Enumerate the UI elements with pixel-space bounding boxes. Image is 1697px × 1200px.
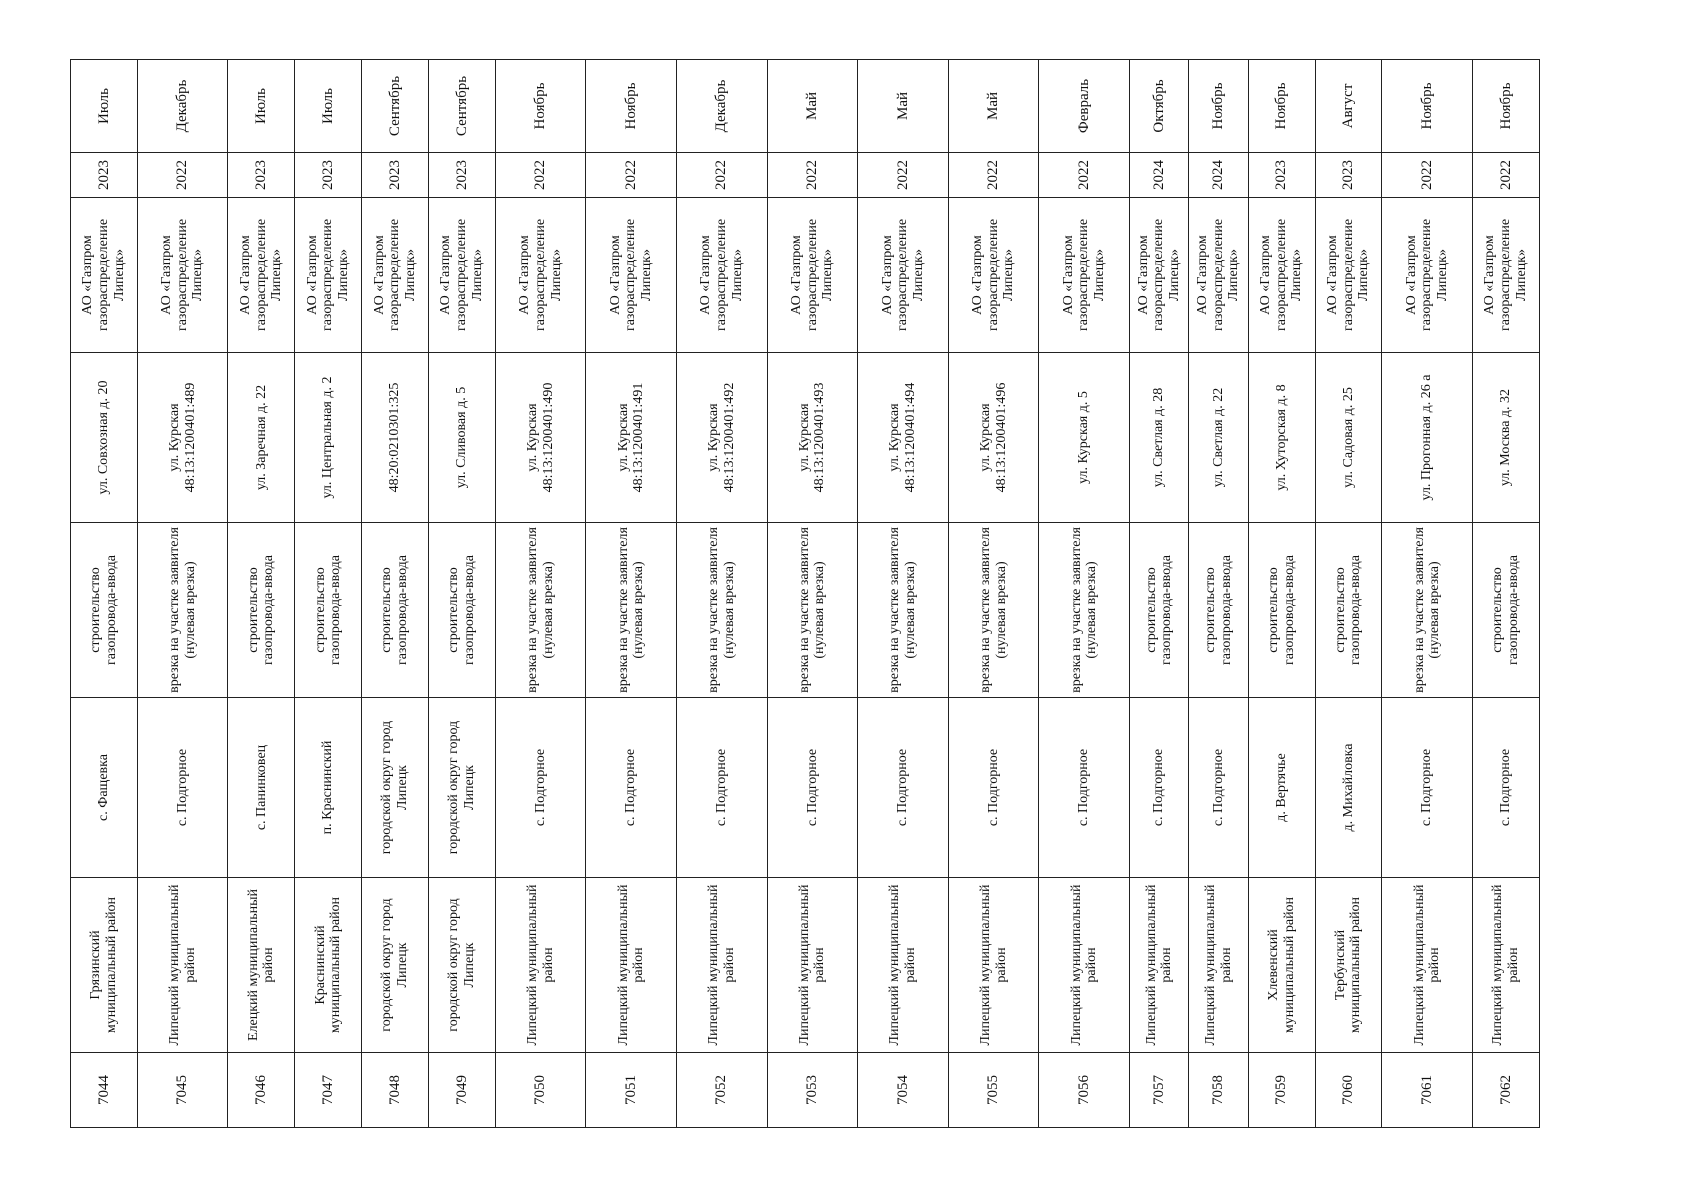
year-cell: 2024 [1189, 153, 1248, 198]
year-cell: 2022 [677, 153, 768, 198]
organization-cell: АО «Газпром газораспределение Липецк» [137, 198, 228, 353]
month-cell: Ноябрь [1248, 60, 1315, 153]
work-type-cell: строительство газопровода-ввода [1472, 523, 1539, 698]
district-cell: Липецкий муниципальный район [1039, 878, 1130, 1053]
address-cell: 48:20:0210301:325 [362, 353, 429, 523]
address-cell: ул. Центральная д. 2 [295, 353, 362, 523]
row-number: 7061 [1382, 1053, 1473, 1128]
table-row [1189, 60, 1248, 1128]
row-number: 7046 [228, 1053, 295, 1128]
work-type-cell: врезка на участке заявителя (нулевая врезка) [1382, 523, 1473, 698]
organization-cell: АО «Газпром газораспределение Липецк» [1315, 198, 1382, 353]
row-number: 7053 [767, 1053, 858, 1128]
settlement-cell: д. Вертячье [1248, 698, 1315, 878]
month-cell: Октябрь [1130, 60, 1189, 153]
settlement-cell: городской округ город Липецк [362, 698, 429, 878]
registry-table-rotated [70, 60, 1540, 1128]
address-cell: ул. Курская 48:13:1200401:496 [948, 353, 1039, 523]
organization-cell: АО «Газпром газораспределение Липецк» [429, 198, 496, 353]
month-cell: Ноябрь [1472, 60, 1539, 153]
table-row [767, 60, 858, 1128]
organization-cell: АО «Газпром газораспределение Липецк» [948, 198, 1039, 353]
row-number: 7047 [295, 1053, 362, 1128]
table-row [1382, 60, 1473, 1128]
month-cell: Сентябрь [362, 60, 429, 153]
settlement-cell: с. Подгорное [1472, 698, 1539, 878]
district-cell: Липецкий муниципальный район [1382, 878, 1473, 1053]
settlement-cell: с. Подгорное [677, 698, 768, 878]
address-cell: ул. Хуторская д. 8 [1248, 353, 1315, 523]
work-type-cell: строительство газопровода-ввода [1315, 523, 1382, 698]
work-type-cell: врезка на участке заявителя (нулевая врезка) [858, 523, 949, 698]
row-number: 7049 [429, 1053, 496, 1128]
district-cell: Липецкий муниципальный район [767, 878, 858, 1053]
address-cell: ул. Садовая д. 25 [1315, 353, 1382, 523]
row-number: 7056 [1039, 1053, 1130, 1128]
district-cell: городской округ город Липецк [429, 878, 496, 1053]
settlement-cell: д. Михайловка [1315, 698, 1382, 878]
row-number: 7062 [1472, 1053, 1539, 1128]
address-cell: ул. Светлая д. 22 [1189, 353, 1248, 523]
work-type-cell: строительство газопровода-ввода [1248, 523, 1315, 698]
table-row [586, 60, 677, 1128]
month-cell: Ноябрь [1382, 60, 1473, 153]
year-cell: 2022 [586, 153, 677, 198]
work-type-cell: врезка на участке заявителя (нулевая врезка) [767, 523, 858, 698]
row-number: 7058 [1189, 1053, 1248, 1128]
district-cell: Краснинский муниципальный район [295, 878, 362, 1053]
year-cell: 2022 [137, 153, 228, 198]
address-cell: ул. Курская 48:13:1200401:490 [495, 353, 586, 523]
settlement-cell: с. Подгорное [1189, 698, 1248, 878]
district-cell: Липецкий муниципальный район [948, 878, 1039, 1053]
registry-table [70, 59, 1540, 1128]
district-cell: Липецкий муниципальный район [495, 878, 586, 1053]
table-row [429, 60, 496, 1128]
work-type-cell: врезка на участке заявителя (нулевая врезка) [495, 523, 586, 698]
settlement-cell: с. Подгорное [1130, 698, 1189, 878]
month-cell: Ноябрь [586, 60, 677, 153]
year-cell: 2022 [948, 153, 1039, 198]
address-cell: ул. Курская 48:13:1200401:491 [586, 353, 677, 523]
month-cell: Июль [228, 60, 295, 153]
month-cell: Ноябрь [1189, 60, 1248, 153]
table-row [362, 60, 429, 1128]
month-cell: Август [1315, 60, 1382, 153]
month-cell: Февраль [1039, 60, 1130, 153]
registry-table-body [71, 60, 1540, 1128]
year-cell: 2022 [1472, 153, 1539, 198]
address-cell: ул. Курская 48:13:1200401:492 [677, 353, 768, 523]
settlement-cell: с. Подгорное [586, 698, 677, 878]
month-cell: Июль [71, 60, 138, 153]
district-cell: Липецкий муниципальный район [586, 878, 677, 1053]
work-type-cell: врезка на участке заявителя (нулевая врезка) [586, 523, 677, 698]
settlement-cell: с. Подгорное [1382, 698, 1473, 878]
settlement-cell: городской округ город Липецк [429, 698, 496, 878]
table-row [1130, 60, 1189, 1128]
organization-cell: АО «Газпром газораспределение Липецк» [1382, 198, 1473, 353]
organization-cell: АО «Газпром газораспределение Липецк» [767, 198, 858, 353]
settlement-cell: с. Панинковец [228, 698, 295, 878]
address-cell: ул. Прогонная д. 26 а [1382, 353, 1473, 523]
year-cell: 2023 [228, 153, 295, 198]
row-number: 7045 [137, 1053, 228, 1128]
month-cell: Декабрь [137, 60, 228, 153]
organization-cell: АО «Газпром газораспределение Липецк» [1248, 198, 1315, 353]
year-cell: 2022 [1039, 153, 1130, 198]
address-cell: ул. Курская 48:13:1200401:489 [137, 353, 228, 523]
table-row [228, 60, 295, 1128]
work-type-cell: строительство газопровода-ввода [362, 523, 429, 698]
year-cell: 2022 [858, 153, 949, 198]
row-number: 7052 [677, 1053, 768, 1128]
work-type-cell: строительство газопровода-ввода [1189, 523, 1248, 698]
address-cell: ул. Совхозная д. 20 [71, 353, 138, 523]
organization-cell: АО «Газпром газораспределение Липецк» [1039, 198, 1130, 353]
district-cell: Грязинский муниципальный район [71, 878, 138, 1053]
organization-cell: АО «Газпром газораспределение Липецк» [228, 198, 295, 353]
month-cell: Май [767, 60, 858, 153]
month-cell: Сентябрь [429, 60, 496, 153]
row-number: 7051 [586, 1053, 677, 1128]
year-cell: 2024 [1130, 153, 1189, 198]
table-row [71, 60, 138, 1128]
district-cell: Липецкий муниципальный район [677, 878, 768, 1053]
settlement-cell: с. Подгорное [948, 698, 1039, 878]
address-cell: ул. Светлая д. 28 [1130, 353, 1189, 523]
row-number: 7048 [362, 1053, 429, 1128]
address-cell: ул. Заречная д. 22 [228, 353, 295, 523]
work-type-cell: врезка на участке заявителя (нулевая врезка) [677, 523, 768, 698]
row-number: 7060 [1315, 1053, 1382, 1128]
organization-cell: АО «Газпром газораспределение Липецк» [1189, 198, 1248, 353]
row-number: 7059 [1248, 1053, 1315, 1128]
district-cell: Хлевенский муниципальный район [1248, 878, 1315, 1053]
settlement-cell: с. Фащевка [71, 698, 138, 878]
year-cell: 2023 [429, 153, 496, 198]
table-row [1248, 60, 1315, 1128]
organization-cell: АО «Газпром газораспределение Липецк» [362, 198, 429, 353]
organization-cell: АО «Газпром газораспределение Липецк» [586, 198, 677, 353]
year-cell: 2023 [362, 153, 429, 198]
row-number: 7050 [495, 1053, 586, 1128]
organization-cell: АО «Газпром газораспределение Липецк» [495, 198, 586, 353]
year-cell: 2023 [1315, 153, 1382, 198]
row-number: 7057 [1130, 1053, 1189, 1128]
work-type-cell: врезка на участке заявителя (нулевая врезка) [137, 523, 228, 698]
address-cell: ул. Курская 48:13:1200401:494 [858, 353, 949, 523]
work-type-cell: строительство газопровода-ввода [228, 523, 295, 698]
district-cell: городской округ город Липецк [362, 878, 429, 1053]
organization-cell: АО «Газпром газораспределение Липецк» [295, 198, 362, 353]
table-row [495, 60, 586, 1128]
month-cell: Май [948, 60, 1039, 153]
month-cell: Июль [295, 60, 362, 153]
table-row [948, 60, 1039, 1128]
month-cell: Декабрь [677, 60, 768, 153]
district-cell: Липецкий муниципальный район [858, 878, 949, 1053]
settlement-cell: п. Краснинский [295, 698, 362, 878]
address-cell: ул. Курская д. 5 [1039, 353, 1130, 523]
work-type-cell: строительство газопровода-ввода [295, 523, 362, 698]
settlement-cell: с. Подгорное [137, 698, 228, 878]
table-row [1039, 60, 1130, 1128]
address-cell: ул. Сливовая д. 5 [429, 353, 496, 523]
settlement-cell: с. Подгорное [767, 698, 858, 878]
year-cell: 2022 [767, 153, 858, 198]
year-cell: 2023 [71, 153, 138, 198]
settlement-cell: с. Подгорное [1039, 698, 1130, 878]
district-cell: Липецкий муниципальный район [1130, 878, 1189, 1053]
table-row [858, 60, 949, 1128]
organization-cell: АО «Газпром газораспределение Липецк» [1472, 198, 1539, 353]
month-cell: Май [858, 60, 949, 153]
district-cell: Липецкий муниципальный район [1472, 878, 1539, 1053]
year-cell: 2022 [1382, 153, 1473, 198]
row-number: 7055 [948, 1053, 1039, 1128]
work-type-cell: строительство газопровода-ввода [71, 523, 138, 698]
year-cell: 2022 [495, 153, 586, 198]
work-type-cell: строительство газопровода-ввода [429, 523, 496, 698]
district-cell: Тербунский муниципальный район [1315, 878, 1382, 1053]
settlement-cell: с. Подгорное [858, 698, 949, 878]
organization-cell: АО «Газпром газораспределение Липецк» [677, 198, 768, 353]
work-type-cell: врезка на участке заявителя (нулевая врезка) [948, 523, 1039, 698]
address-cell: ул. Москва д. 32 [1472, 353, 1539, 523]
row-number: 7054 [858, 1053, 949, 1128]
table-row [137, 60, 228, 1128]
work-type-cell: врезка на участке заявителя (нулевая врезка) [1039, 523, 1130, 698]
organization-cell: АО «Газпром газораспределение Липецк» [858, 198, 949, 353]
table-row [295, 60, 362, 1128]
organization-cell: АО «Газпром газораспределение Липецк» [71, 198, 138, 353]
row-number: 7044 [71, 1053, 138, 1128]
address-cell: ул. Курская 48:13:1200401:493 [767, 353, 858, 523]
year-cell: 2023 [1248, 153, 1315, 198]
table-row [1472, 60, 1539, 1128]
settlement-cell: с. Подгорное [495, 698, 586, 878]
table-row [1315, 60, 1382, 1128]
work-type-cell: строительство газопровода-ввода [1130, 523, 1189, 698]
year-cell: 2023 [295, 153, 362, 198]
organization-cell: АО «Газпром газораспределение Липецк» [1130, 198, 1189, 353]
district-cell: Липецкий муниципальный район [137, 878, 228, 1053]
district-cell: Елецкий муниципальный район [228, 878, 295, 1053]
district-cell: Липецкий муниципальный район [1189, 878, 1248, 1053]
month-cell: Ноябрь [495, 60, 586, 153]
table-row [677, 60, 768, 1128]
